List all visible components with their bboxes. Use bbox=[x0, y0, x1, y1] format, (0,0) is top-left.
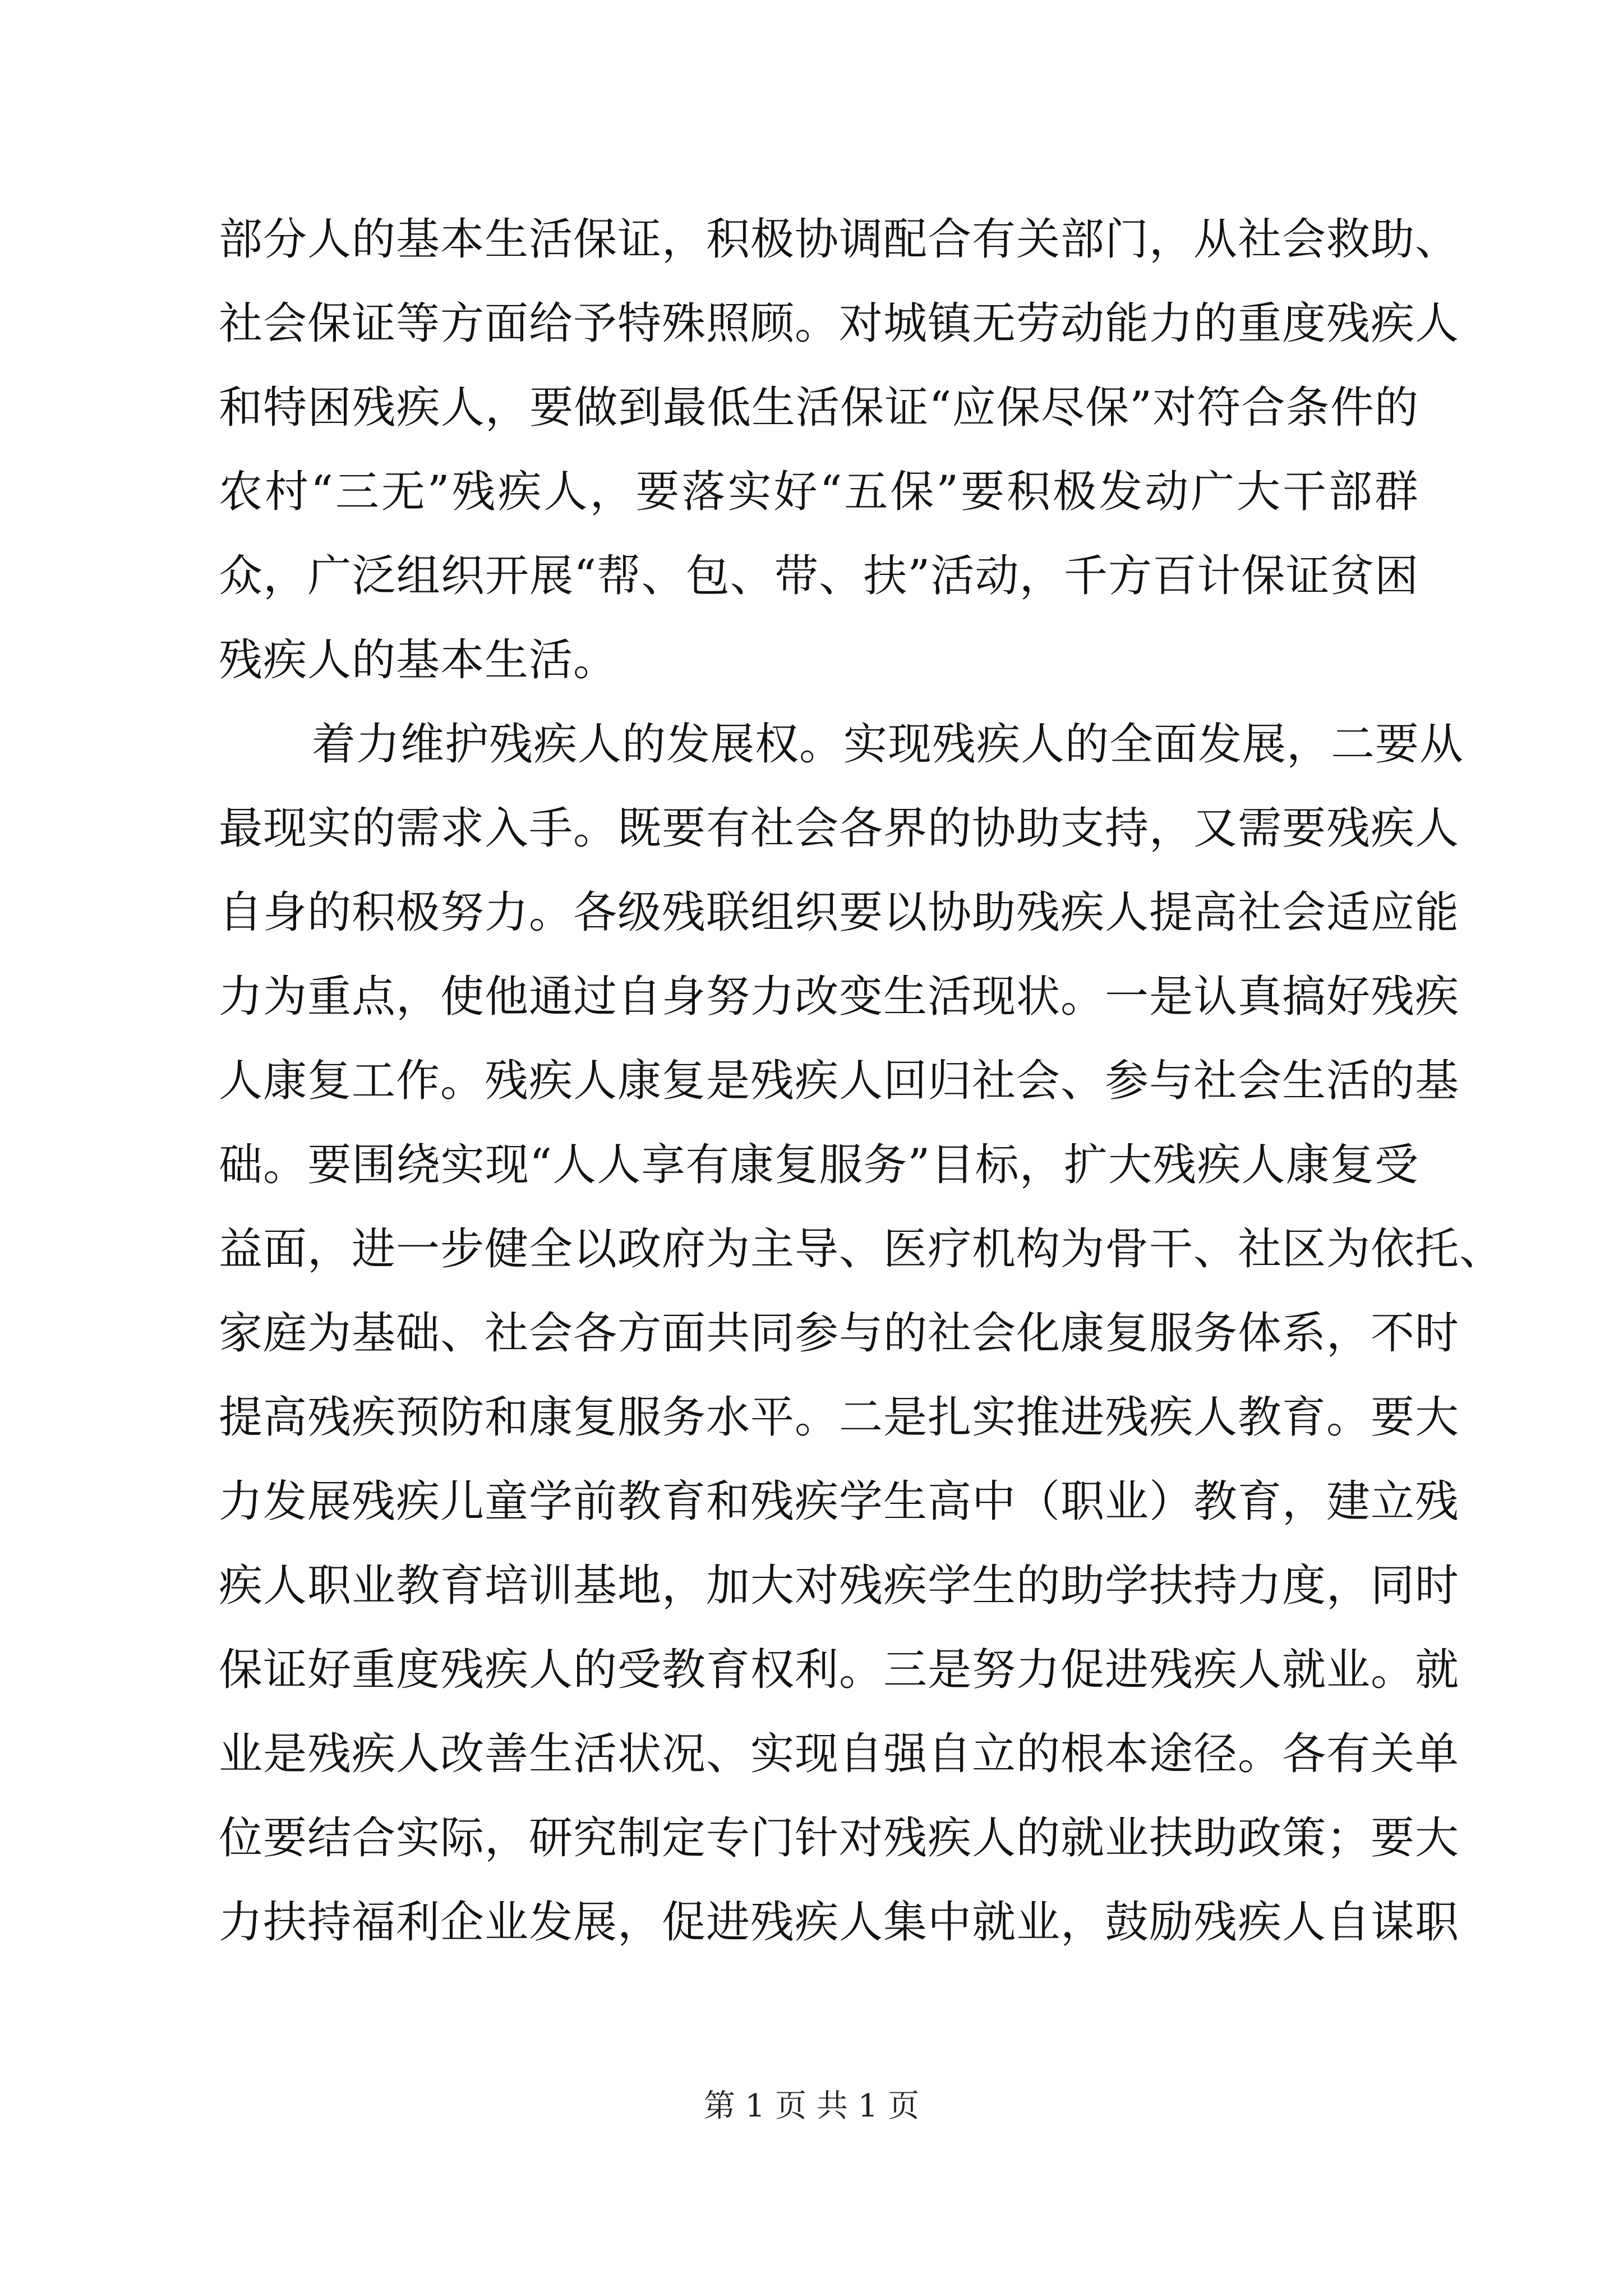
text-line: 众，广泛组织开展“帮、包、带、扶”活动，千方百计保证贫困 bbox=[219, 551, 1419, 601]
page-footer: 第 1 页 共 1 页 bbox=[703, 2088, 920, 2124]
text-line: 残疾人的基本生活。 bbox=[219, 635, 618, 685]
text-line: 疾人职业教育培训基地，加大对残疾学生的助学扶持力度，同时 bbox=[219, 1561, 1460, 1611]
paragraph-first-line: 着力维护残疾人的发展权。实现残疾人的全面发展，二要从 bbox=[312, 719, 1464, 770]
text-line: 力扶持福利企业发展，促进残疾人集中就业，鼓励残疾人自谋职 bbox=[219, 1897, 1460, 1948]
text-line: 人康复工作。残疾人康复是残疾人回归社会、参与社会生活的基 bbox=[219, 1056, 1460, 1106]
text-line: 自身的积极努力。各级残联组织要以协助残疾人提高社会适应能 bbox=[219, 887, 1460, 938]
text-line: 提高残疾预防和康复服务水平。二是扎实推进残疾人教育。要大 bbox=[219, 1392, 1460, 1443]
text-line: 保证好重度残疾人的受教育权利。三是努力促进残疾人就业。就 bbox=[219, 1645, 1460, 1695]
text-line: 础。要围绕实现“人人享有康复服务”目标，扩大残疾人康复受 bbox=[219, 1140, 1419, 1190]
text-line: 业是残疾人改善生活状况、实现自强自立的根本途径。各有关单 bbox=[219, 1729, 1460, 1779]
text-line: 家庭为基础、社会各方面共同参与的社会化康复服务体系，不时 bbox=[219, 1308, 1460, 1359]
text-line: 部分人的基本生活保证，积极协调配合有关部门，从社会救助、 bbox=[219, 214, 1460, 265]
text-line: 社会保证等方面给予特殊照顾。对城镇无劳动能力的重度残疾人 bbox=[219, 298, 1460, 349]
text-line: 力为重点，使他通过自身努力改变生活现状。一是认真搞好残疾 bbox=[219, 972, 1460, 1022]
text-line: 位要结合实际，研究制定专门针对残疾人的就业扶助政策；要大 bbox=[219, 1813, 1460, 1864]
text-line: 最现实的需求入手。既要有社会各界的协助支持，又需要残疾人 bbox=[219, 803, 1460, 854]
text-line: 农村“三无”残疾人，要落实好“五保”要积极发动广大干部群 bbox=[219, 467, 1419, 517]
text-line: 益面，进一步健全以政府为主导、医疗机构为骨干、社区为依托、 bbox=[219, 1224, 1504, 1274]
text-line: 力发展残疾儿童学前教育和残疾学生高中（职业）教育，建立残 bbox=[219, 1476, 1460, 1527]
text-line: 和特困残疾人，要做到最低生活保证“应保尽保”对符合条件的 bbox=[219, 383, 1419, 433]
